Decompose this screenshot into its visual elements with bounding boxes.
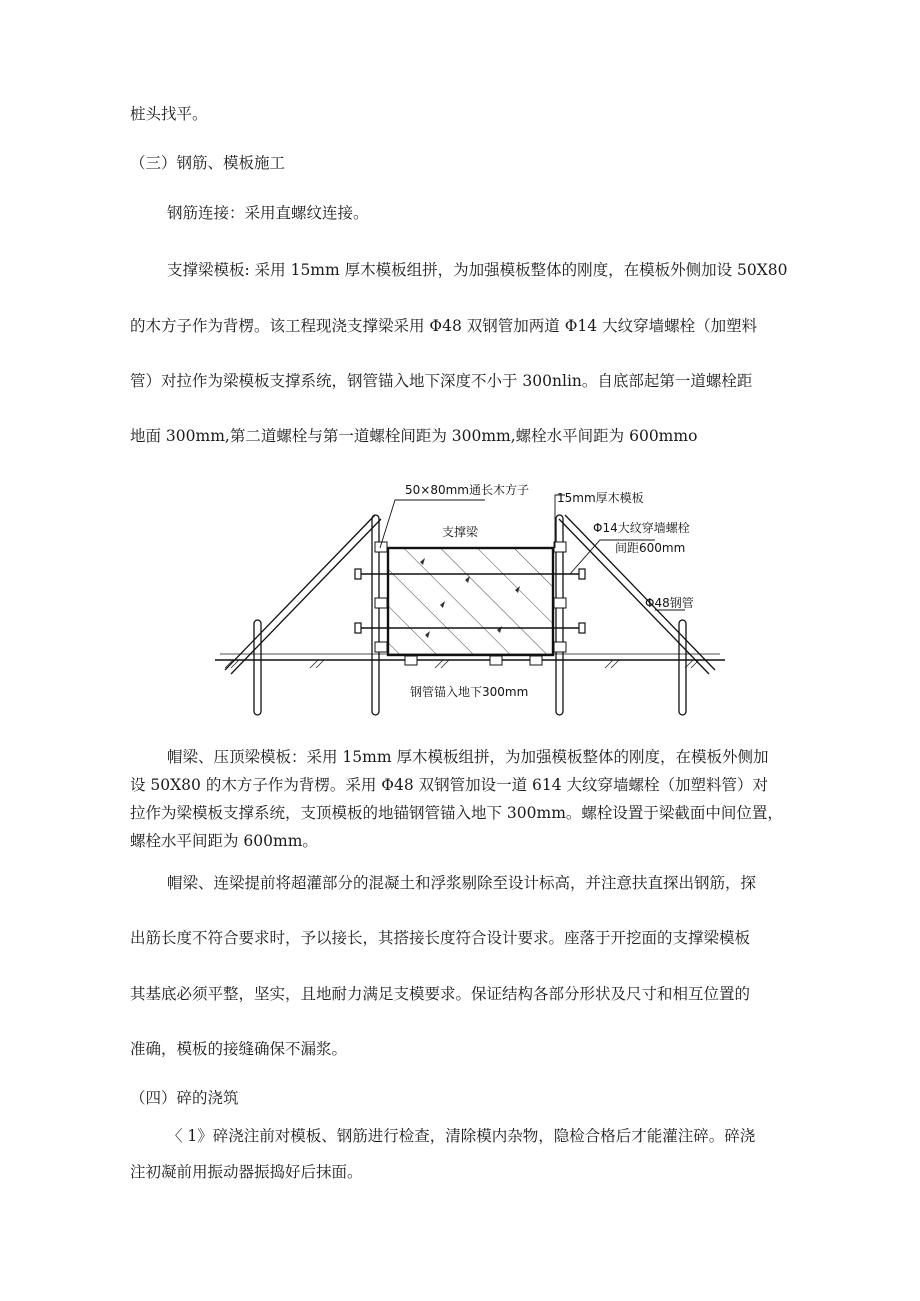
support-beam	[388, 548, 553, 655]
section-heading-rebar-formwork: （三）钢筋、模板施工	[130, 154, 286, 172]
ground-hatch	[225, 660, 699, 668]
paragraph-pile-head: 桩头找平。	[130, 105, 208, 123]
paragraph-coupling-beam-line-1: 帽梁、连梁提前将超灌部分的混凝土和浮浆剔除至设计标高，并注意扶直探出钢筋，探	[167, 874, 757, 892]
label-support-beam: 支撑梁	[442, 525, 479, 539]
label-bolt-spacing: 间距600mm	[615, 541, 686, 555]
label-15mm-board: 15mm厚木模板	[557, 491, 644, 505]
paragraph-coupling-beam-line-3: 其基底必须平整，坚实，且地耐力满足支模要求。保证结构各部分形状及尺寸和相互位置的	[130, 985, 751, 1003]
paragraph-pouring-line-1: 〈 1》碎浇注前对模板、钢筋进行检查，清除模内杂物，隐检合格后才能灌注碎。碎浇	[167, 1127, 756, 1145]
paragraph-support-beam-line-2: 的木方子作为背楞。该工程现浇支撑梁采用 Φ48 双钢管加两道 Φ14 大纹穿墙螺栓（加塑料	[130, 317, 758, 335]
paragraph-cap-beam-line-1: 帽梁、压顶梁模板：采用 15mm 厚木模板组拼，为加强模板整体的刚度，在模板外侧加	[167, 748, 769, 766]
paragraph-coupling-beam-line-4: 准确，模板的接缝确保不漏浆。	[130, 1040, 348, 1058]
label-steel-pipe: Φ48钢管	[645, 596, 694, 610]
paragraph-coupling-beam-line-2: 出筋长度不符合要求时，予以接长，其搭接长度符合设计要求。座落于开挖面的支撑梁模板	[130, 929, 751, 947]
section-heading-concrete-pouring: （四）碎的浇筑	[130, 1089, 239, 1107]
label-wood-batten: 50×80mm通长木方子	[405, 483, 529, 497]
paragraph-cap-beam-line-3: 拉作为梁模板支撑系统，支顶模板的地锚钢管锚入地下 300mm。螺栓设置于梁截面中间位置，	[130, 804, 783, 822]
paragraph-rebar-connection: 钢筋连接：采用直螺纹连接。	[167, 204, 369, 222]
formwork-diagram	[215, 470, 725, 720]
paragraph-pouring-line-2: 注初凝前用振动器振捣好后抹面。	[130, 1163, 363, 1181]
paragraph-cap-beam-line-4: 螺栓水平间距为 600mm。	[130, 832, 318, 850]
paragraph-support-beam-line-3: 管）对拉作为梁模板支撑系统，钢管锚入地下深度不小于 300nlin。自底部起第一道螺栓距	[130, 372, 753, 390]
label-pipe-anchor: 钢管锚入地下300mm	[410, 685, 529, 699]
paragraph-cap-beam-line-2: 设 50X80 的木方子作为背楞。采用 Φ48 双钢管加设一道 614 大纹穿墙螺栓（加塑料管）对	[130, 776, 769, 794]
paragraph-support-beam-line-1: 支撑梁模板: 采用 15mm 厚木模板组拼，为加强模板整体的刚度，在模板外侧加设 50X80	[167, 261, 788, 279]
label-bolt: Φ14大纹穿墙螺栓	[593, 521, 690, 535]
paragraph-support-beam-line-4: 地面 300mm,第二道螺栓与第一道螺栓间距为 300mm,螺栓水平间距为 600mmo	[130, 427, 698, 445]
